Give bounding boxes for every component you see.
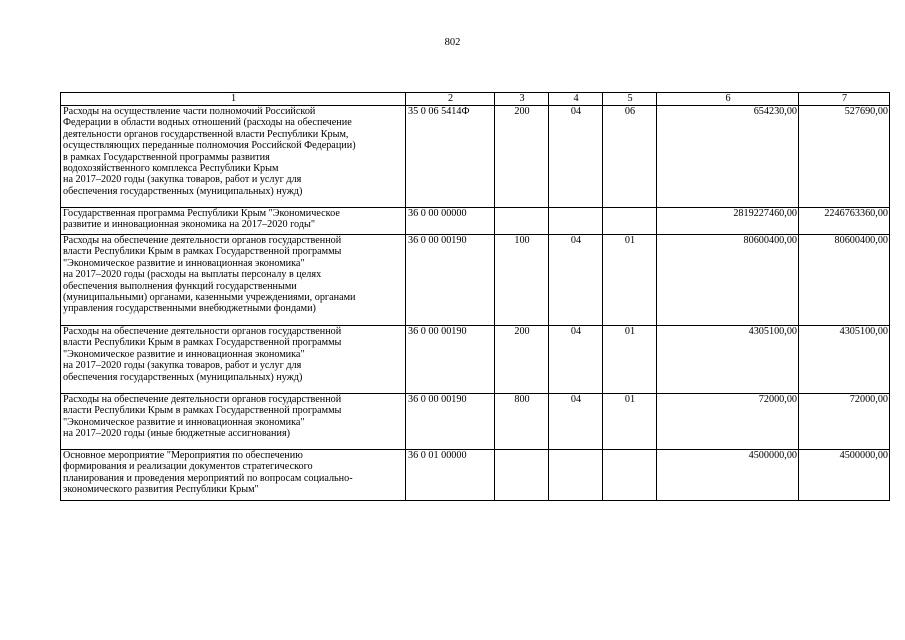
row-description: Расходы на обеспечение деятельности органов государственной власти Республики Крым в рамках Государственной программы "Экономическое развитие и инновационная экономика" на 2017–2020 годы (иные бюджетные ассигнования): [61, 394, 406, 450]
row-amount-2: 4305100,00: [799, 326, 890, 394]
row-subsection: 01: [603, 326, 657, 394]
table-row: [61, 235, 890, 326]
row-description: Основное мероприятие "Мероприятия по обеспечению формирования и реализации документов стратегического планирования и проведения мероприятий по вопросам социально- экономического развития Республики Крым": [61, 450, 406, 501]
table-row: [61, 208, 890, 235]
row-amount-2: 527690,00: [799, 106, 890, 208]
row-section: 04: [549, 394, 603, 450]
table-row: [61, 326, 890, 394]
row-amount-2: 80600400,00: [799, 235, 890, 326]
row-description: Расходы на обеспечение деятельности органов государственной власти Республики Крым в рамках Государственной программы "Экономическое развитие и инновационная экономика" на 2017–2020 годы (закупка товаров, работ и услуг для обеспечения государственных (муниципальных) нужд): [61, 326, 406, 394]
row-subsection: [603, 450, 657, 501]
row-expense-type: [495, 208, 549, 235]
row-description: Государственная программа Республики Крым "Экономическое развитие и инновационная экономика на 2017–2020 годы": [61, 208, 406, 235]
table-row: [61, 450, 890, 501]
row-amount-2: 2246763360,00: [799, 208, 890, 235]
header-col-5: 5: [603, 93, 657, 106]
row-description: Расходы на обеспечение деятельности органов государственной власти Республики Крым в рамках Государственной программы "Экономическое развитие и инновационная экономика" на 2017–2020 годы (расходы на выплаты персоналу в целях обеспечения выполнения функций государственными (муниципальными) органами, казенными учреждениями, органами управления государственными внебюджетными фондами): [61, 235, 406, 326]
row-amount-2: 4500000,00: [799, 450, 890, 501]
row-section: 04: [549, 235, 603, 326]
row-expense-type: [495, 450, 549, 501]
row-target-code: 36 0 00 00000: [406, 208, 495, 235]
row-amount-1: 72000,00: [657, 394, 799, 450]
row-expense-type: 200: [495, 106, 549, 208]
row-target-code: 36 0 00 00190: [406, 326, 495, 394]
header-col-3: 3: [495, 93, 549, 106]
row-amount-2: 72000,00: [799, 394, 890, 450]
header-col-1: 1: [61, 93, 406, 106]
row-subsection: 06: [603, 106, 657, 208]
header-col-2: 2: [406, 93, 495, 106]
page-number: 802: [444, 37, 461, 48]
table-row: [61, 394, 890, 450]
row-amount-1: 4500000,00: [657, 450, 799, 501]
row-section: [549, 208, 603, 235]
row-description: Расходы на осуществление части полномочий Российской Федерации в области водных отношений (расходы на обеспечение деятельности органов государственной власти Республики Крым, осуществляющих переданные полномочия Российской Федерации) в рамках Государственной программы развития водохозяйственного комплекса Республики Крым на 2017–2020 годы (закупка товаров, работ и услуг для обеспечения государственных (муниципальных) нужд): [61, 106, 406, 208]
table-row: [61, 106, 890, 208]
header-col-6: 6: [657, 93, 799, 106]
row-target-code: 36 0 01 00000: [406, 450, 495, 501]
row-subsection: [603, 208, 657, 235]
header-col-7: 7: [799, 93, 890, 106]
row-subsection: 01: [603, 394, 657, 450]
row-section: [549, 450, 603, 501]
row-target-code: 36 0 00 00190: [406, 235, 495, 326]
row-amount-1: 80600400,00: [657, 235, 799, 326]
row-section: 04: [549, 106, 603, 208]
row-amount-1: 2819227460,00: [657, 208, 799, 235]
row-amount-1: 654230,00: [657, 106, 799, 208]
row-amount-1: 4305100,00: [657, 326, 799, 394]
row-target-code: 36 0 00 00190: [406, 394, 495, 450]
budget-table: [60, 92, 890, 501]
row-subsection: 01: [603, 235, 657, 326]
row-expense-type: 200: [495, 326, 549, 394]
row-section: 04: [549, 326, 603, 394]
row-expense-type: 100: [495, 235, 549, 326]
header-row: [61, 93, 890, 106]
row-expense-type: 800: [495, 394, 549, 450]
header-col-4: 4: [549, 93, 603, 106]
row-target-code: 35 0 06 5414Ф: [406, 106, 495, 208]
